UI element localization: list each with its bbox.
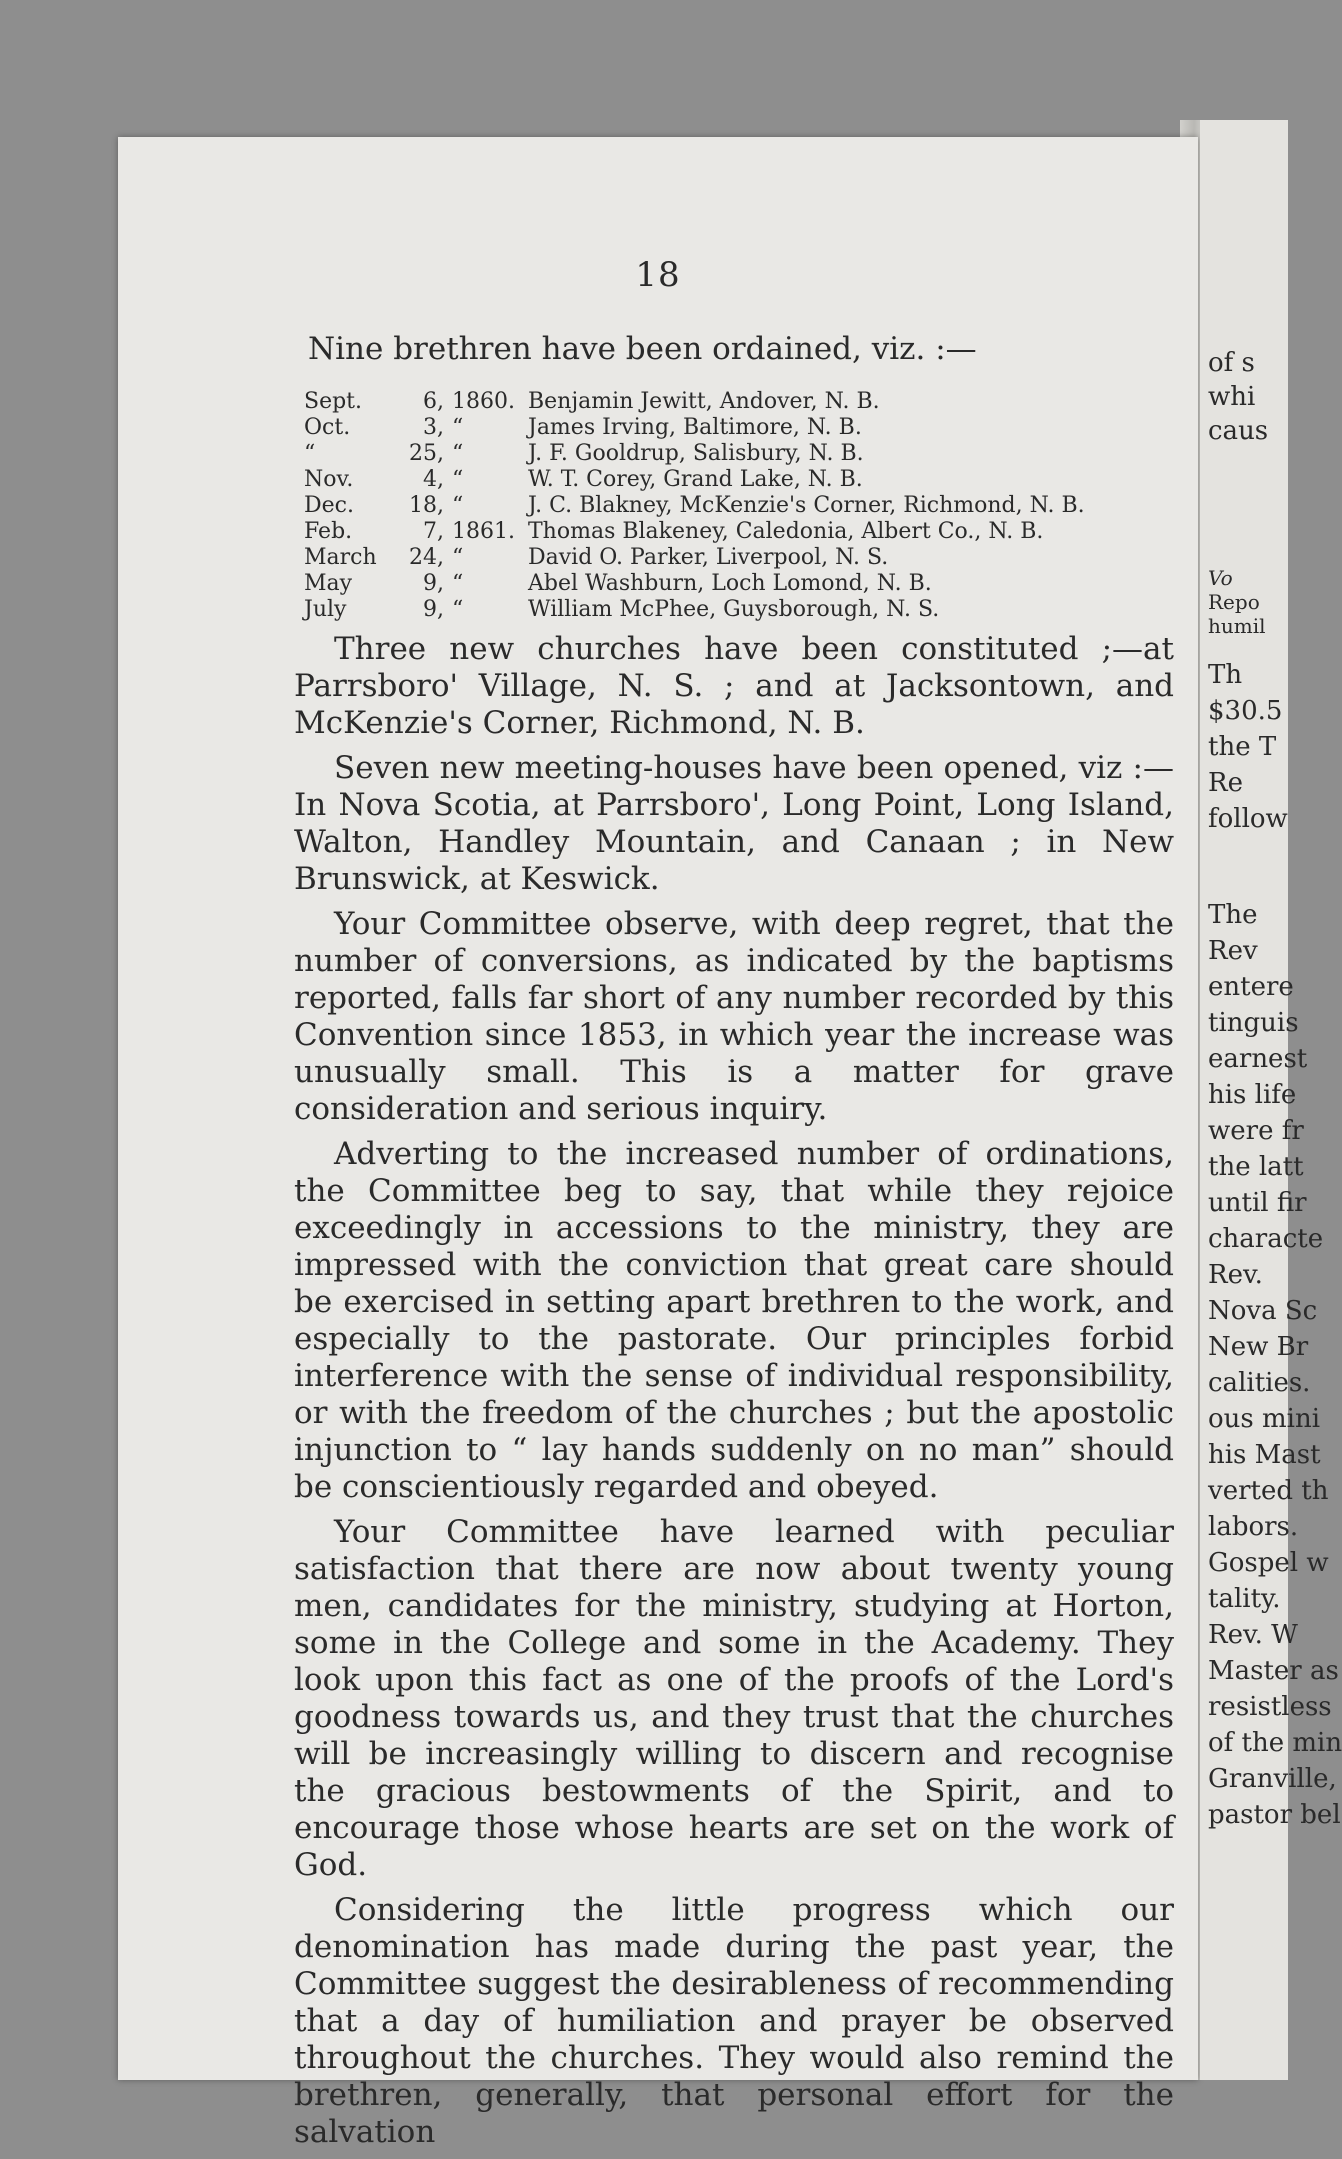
paragraph-meeting-houses: Seven new meeting-houses have been opened, viz :—In Nova Scotia, at Parrsboro', Long Point, Long Island, Walton, Handley Mountain, and Canaan ; in New Brunswick, at Keswick. (294, 750, 1174, 897)
ordination-name: David O. Parker, Liverpool, N. S. (528, 545, 889, 570)
ordination-month: “ (304, 441, 316, 466)
ordination-row (304, 493, 1085, 519)
ordination-name: William McPhee, Guysborough, N. S. (528, 597, 940, 622)
paragraph-candidates: Your Committee have learned with peculiar satisfaction that there are now about twenty young men, candidates for the ministry, studying at Horton, some in the College and some in the Academy. They look upon this fact as one of the proofs of the Lord's goodness towards us, and they trust that the churches will be increasingly willing to discern and recognise the gracious bestowments of the Spirit, and to encourage those whose hearts are set on the work of God. (294, 1514, 1174, 1883)
ordination-year: 1861. (452, 519, 515, 544)
ordination-name: J. F. Gooldrup, Salisbury, N. B. (528, 441, 864, 466)
ordination-day: 9, (423, 597, 444, 622)
ordination-day: 24, (409, 545, 444, 570)
right-fragment: humil (1208, 614, 1266, 638)
right-fragment: verted th (1208, 1476, 1329, 1506)
ordination-day: 9, (423, 571, 444, 596)
paragraph-conversions: Your Committee observe, with deep regret, that the number of conversions, as indicated by the baptisms reported, falls far short of any number recorded by this Convention since 1853, in which year the increase was unusually small. This is a matter for grave consideration and serious inquiry. (294, 906, 1174, 1127)
ordination-month: March (304, 545, 377, 570)
ordination-month: Sept. (304, 389, 363, 414)
right-fragment: calities. (1208, 1368, 1311, 1398)
ordination-row (304, 389, 1085, 415)
ordination-year: “ (452, 545, 464, 570)
right-fragment: Repo (1208, 590, 1260, 614)
ordination-row (304, 597, 1085, 623)
ordination-row (304, 441, 1085, 467)
ordination-year: “ (452, 415, 464, 440)
paragraph-humiliation: Considering the little progress which our denomination has made during the past year, the Committee suggest the desirableness of recommending that a day of humiliation and prayer be observed throughout the churches. They would also remind the brethren, generally, that personal effort for the salvation (294, 1892, 1174, 2150)
ordinations-list (304, 389, 1085, 623)
right-fragment: New Br (1208, 1332, 1309, 1362)
ordination-month: Feb. (304, 519, 353, 544)
right-fragment: pastor bel (1208, 1800, 1341, 1830)
ordination-row (304, 571, 1085, 597)
right-fragment: Master as (1208, 1656, 1339, 1686)
ordination-month: Nov. (304, 467, 354, 492)
right-page-edge (1200, 120, 1342, 2080)
ordination-year: “ (452, 597, 464, 622)
right-fragment: $30.5 (1208, 696, 1283, 726)
ordination-row (304, 415, 1085, 441)
ordinations-intro: Nine brethren have been ordained, viz. :— (308, 331, 977, 367)
left-page (118, 137, 1198, 2150)
ordination-row (304, 519, 1085, 545)
right-fragment: Granville, (1208, 1764, 1337, 1794)
right-fragment: were fr (1208, 1116, 1304, 1146)
right-fragment: earnest (1208, 1044, 1308, 1074)
page-number: 18 (635, 255, 681, 295)
ordination-day: 4, (423, 467, 444, 492)
ordination-day: 25, (409, 441, 444, 466)
right-fragment: labors. (1208, 1512, 1299, 1542)
right-fragment: entere (1208, 972, 1294, 1002)
ordination-month: July (304, 597, 347, 622)
ordination-day: 18, (409, 493, 444, 518)
ordination-year: 1860. (452, 389, 515, 414)
ordination-year: “ (452, 571, 464, 596)
ordination-name: Thomas Blakeney, Caledonia, Albert Co., N. B. (528, 519, 1044, 544)
ordination-day: 7, (423, 519, 444, 544)
ordination-month: Oct. (304, 415, 351, 440)
right-fragment: tality. (1208, 1584, 1281, 1614)
right-fragment: Gospel w (1208, 1548, 1329, 1578)
right-fragment: tinguis (1208, 1008, 1299, 1038)
right-fragment: Rev. W (1208, 1620, 1298, 1650)
right-fragment: Rev (1208, 936, 1258, 966)
right-fragment: The (1208, 900, 1258, 930)
right-fragment: follow (1208, 804, 1288, 834)
right-fragment: the T (1208, 732, 1277, 762)
ordination-row (304, 545, 1085, 571)
ordination-year: “ (452, 493, 464, 518)
right-fragment: Rev. (1208, 1260, 1263, 1290)
ordination-month: Dec. (304, 493, 354, 518)
right-fragment: Vo (1208, 566, 1233, 590)
ordination-name: J. C. Blakney, McKenzie's Corner, Richmond, N. B. (528, 493, 1085, 518)
right-fragment: resistless (1208, 1692, 1332, 1722)
right-fragment: the latt (1208, 1152, 1304, 1182)
right-fragment: Nova Sc (1208, 1296, 1318, 1326)
right-fragment: of the min (1208, 1728, 1342, 1758)
right-fragment: Th (1208, 660, 1243, 690)
ordination-name: W. T. Corey, Grand Lake, N. B. (528, 467, 863, 492)
ordination-day: 6, (423, 389, 444, 414)
ordination-name: Benjamin Jewitt, Andover, N. B. (528, 389, 880, 414)
report-body (294, 631, 1174, 2159)
right-fragment: ous mini (1208, 1404, 1321, 1434)
right-fragment: whi (1208, 382, 1256, 412)
paragraph-ordinations: Adverting to the increased number of ordinations, the Committee beg to say, that while they rejoice exceedingly in accessions to the ministry, they are impressed with the conviction that great care should be exercised in setting apart brethren to the work, and especially to the pastorate. Our principles forbid interference with the sense of individual responsibility, or with the freedom of the churches ; but the apostolic injunction to “ lay hands suddenly on no man” should be conscientiously regarded and obeyed. (294, 1136, 1174, 1505)
ordination-name: Abel Washburn, Loch Lomond, N. B. (528, 571, 932, 596)
ordination-month: May (304, 571, 353, 596)
ordination-year: “ (452, 441, 464, 466)
ordination-day: 3, (423, 415, 444, 440)
right-fragment: caus (1208, 416, 1269, 446)
right-fragment: characte (1208, 1224, 1324, 1254)
right-fragment: until fir (1208, 1188, 1307, 1218)
right-fragment: his life (1208, 1080, 1297, 1110)
right-fragment: of s (1208, 348, 1255, 378)
ordination-name: James Irving, Baltimore, N. B. (528, 415, 862, 440)
right-fragment: his Mast (1208, 1440, 1321, 1470)
ordination-row (304, 467, 1085, 493)
right-fragment: Re (1208, 768, 1243, 798)
ordination-year: “ (452, 467, 464, 492)
paragraph-churches: Three new churches have been constituted ;—at Parrsboro' Village, N. S. ; and at Jacksontown, and McKenzie's Corner, Richmond, N. B. (294, 631, 1174, 741)
